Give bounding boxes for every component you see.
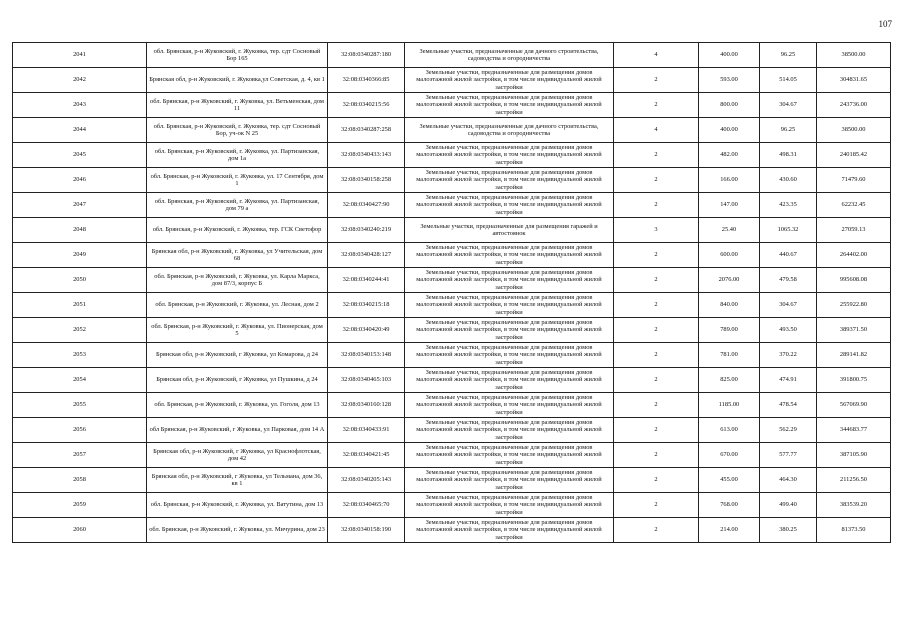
permitted-use-cell: Земельные участки, предназначенные для размещения домов малоэтажной жилой застройки, в том числе индивидуальной жилой застройки — [405, 443, 614, 468]
category-cell: 4 — [614, 118, 699, 143]
address-cell: обл. Брянская, р-н Жуковский, г. Жуковка, ул. Партизанская, дом 79 а — [147, 193, 328, 218]
cadastral-number-cell: 32:08:0340240:219 — [328, 218, 405, 243]
cadastral-number-cell: 32:08:0340427:90 — [328, 193, 405, 218]
area-cell: 400.00 — [699, 118, 760, 143]
unit-value-cell: 474.91 — [760, 368, 817, 393]
cadastral-number-cell: 32:08:0340433:91 — [328, 418, 405, 443]
category-cell: 4 — [614, 43, 699, 68]
address-cell: обл. Брянская, р-н Жуковский, г. Жуковка, ул. 17 Сентября, дом 1 — [147, 168, 328, 193]
cadastral-value-cell: 81373.50 — [817, 518, 891, 543]
address-cell: Брянская обл, р-н Жуковский, г Жуковка, ул Пушкина, д 24 — [147, 368, 328, 393]
address-cell: обл. Брянская, р-н Жуковский, г. Жуковка, ул. Карла Маркса, дом 87/3, корпус Б — [147, 268, 328, 293]
unit-value-cell: 96.25 — [760, 43, 817, 68]
cadastral-number-cell: 32:08:0340215:18 — [328, 293, 405, 318]
row-number: 2042 — [13, 68, 147, 93]
address-cell: обл. Брянская, р-н Жуковский, г. Жуковка, ул. Ветьменская, дом 11 — [147, 93, 328, 118]
table-row — [13, 118, 891, 143]
table-row — [13, 68, 891, 93]
cadastral-value-cell: 38500.00 — [817, 43, 891, 68]
table-row — [13, 268, 891, 293]
unit-value-cell: 514.05 — [760, 68, 817, 93]
area-cell: 768.00 — [699, 493, 760, 518]
cadastral-value-cell: 344683.77 — [817, 418, 891, 443]
table-row — [13, 318, 891, 343]
permitted-use-cell: Земельные участки, предназначенные для размещения домов малоэтажной жилой застройки, в том числе индивидуальной жилой застройки — [405, 468, 614, 493]
permitted-use-cell: Земельные участки, предназначенные для размещения домов малоэтажной жилой застройки, в том числе индивидуальной жилой застройки — [405, 193, 614, 218]
category-cell: 2 — [614, 443, 699, 468]
row-number: 2057 — [13, 443, 147, 468]
category-cell: 2 — [614, 93, 699, 118]
cadastral-value-cell: 211256.50 — [817, 468, 891, 493]
area-cell: 214.00 — [699, 518, 760, 543]
table-row — [13, 518, 891, 543]
unit-value-cell: 464.30 — [760, 468, 817, 493]
category-cell: 3 — [614, 218, 699, 243]
category-cell: 2 — [614, 393, 699, 418]
permitted-use-cell: Земельные участки, предназначенные для размещения гаражей и автостоянок — [405, 218, 614, 243]
row-number: 2045 — [13, 143, 147, 168]
area-cell: 147.00 — [699, 193, 760, 218]
category-cell: 2 — [614, 193, 699, 218]
page-number: 107 — [878, 19, 892, 29]
row-number: 2051 — [13, 293, 147, 318]
unit-value-cell: 1065.32 — [760, 218, 817, 243]
area-cell: 2076.00 — [699, 268, 760, 293]
area-cell: 789.00 — [699, 318, 760, 343]
table-row — [13, 218, 891, 243]
row-number: 2060 — [13, 518, 147, 543]
category-cell: 2 — [614, 368, 699, 393]
row-number: 2054 — [13, 368, 147, 393]
address-cell: Брянская обл, р-н Жуковский, г Жуковка, ул Тельмана, дом 36, кв 1 — [147, 468, 328, 493]
cadastral-number-cell: 32:08:0340215:56 — [328, 93, 405, 118]
row-number: 2056 — [13, 418, 147, 443]
address-cell: обл. Брянская, р-н Жуковский, г. Жуковка, тер. сдт Сосновый Бор, уч-ок N 25 — [147, 118, 328, 143]
cadastral-value-cell: 255922.80 — [817, 293, 891, 318]
cadastral-number-cell: 32:08:0340160:128 — [328, 393, 405, 418]
table-body — [13, 43, 891, 543]
cadastral-value-cell: 567069.90 — [817, 393, 891, 418]
area-cell: 25.40 — [699, 218, 760, 243]
area-cell: 613.00 — [699, 418, 760, 443]
category-cell: 2 — [614, 468, 699, 493]
address-cell: Брянская обл, р-н Жуковский, г Жуковка, ул Комарова, д 24 — [147, 343, 328, 368]
permitted-use-cell: Земельные участки, предназначенные для размещения домов малоэтажной жилой застройки, в том числе индивидуальной жилой застройки — [405, 493, 614, 518]
cadastral-number-cell: 32:08:0340244:41 — [328, 268, 405, 293]
row-number: 2052 — [13, 318, 147, 343]
unit-value-cell: 440.67 — [760, 243, 817, 268]
table-row — [13, 143, 891, 168]
cadastral-value-cell: 243736.00 — [817, 93, 891, 118]
table-row — [13, 193, 891, 218]
cadastral-value-cell: 38500.00 — [817, 118, 891, 143]
cadastral-value-cell: 389371.50 — [817, 318, 891, 343]
table-row — [13, 43, 891, 68]
category-cell: 2 — [614, 518, 699, 543]
address-cell: обл. Брянская, р-н Жуковский, г. Жуковка, тер. ГСК Светофор — [147, 218, 328, 243]
cadastral-number-cell: 32:08:0340420:49 — [328, 318, 405, 343]
area-cell: 455.00 — [699, 468, 760, 493]
unit-value-cell: 96.25 — [760, 118, 817, 143]
category-cell: 2 — [614, 243, 699, 268]
table-row — [13, 443, 891, 468]
permitted-use-cell: Земельные участки, предназначенные для размещения домов малоэтажной жилой застройки, в том числе индивидуальной жилой застройки — [405, 343, 614, 368]
category-cell: 2 — [614, 318, 699, 343]
cadastral-value-cell: 383539.20 — [817, 493, 891, 518]
area-cell: 825.00 — [699, 368, 760, 393]
category-cell: 2 — [614, 168, 699, 193]
area-cell: 781.00 — [699, 343, 760, 368]
cadastral-value-cell: 264402.00 — [817, 243, 891, 268]
address-cell: обл. Брянская, р-н Жуковский, г. Жуковка, ул. Пионерская, дом 5 — [147, 318, 328, 343]
category-cell: 2 — [614, 268, 699, 293]
cadastral-number-cell: 32:08:0340287:180 — [328, 43, 405, 68]
unit-value-cell: 577.77 — [760, 443, 817, 468]
table-row — [13, 93, 891, 118]
permitted-use-cell: Земельные участки, предназначенные для размещения домов малоэтажной жилой застройки, в том числе индивидуальной жилой застройки — [405, 418, 614, 443]
row-number: 2059 — [13, 493, 147, 518]
row-number: 2046 — [13, 168, 147, 193]
row-number: 2055 — [13, 393, 147, 418]
area-cell: 593.00 — [699, 68, 760, 93]
category-cell: 2 — [614, 493, 699, 518]
permitted-use-cell: Земельные участки, предназначенные для дачного строительства, садоводства и огородничества — [405, 118, 614, 143]
row-number: 2053 — [13, 343, 147, 368]
unit-value-cell: 479.58 — [760, 268, 817, 293]
unit-value-cell: 380.25 — [760, 518, 817, 543]
cadastral-registry-table — [12, 42, 891, 543]
area-cell: 1185.00 — [699, 393, 760, 418]
cadastral-number-cell: 32:08:0340366:85 — [328, 68, 405, 93]
address-cell: обл. Брянская, р-н Жуковский, г. Жуковка, ул. Гоголя, дом 13 — [147, 393, 328, 418]
row-number: 2048 — [13, 218, 147, 243]
category-cell: 2 — [614, 418, 699, 443]
cadastral-number-cell: 32:08:0340158:190 — [328, 518, 405, 543]
area-cell: 166.00 — [699, 168, 760, 193]
address-cell: обл. Брянская, р-н Жуковский, г. Жуковка, ул. Партизанская, дом 1а — [147, 143, 328, 168]
table-row — [13, 243, 891, 268]
table-row — [13, 368, 891, 393]
cadastral-number-cell: 32:08:0340158:258 — [328, 168, 405, 193]
permitted-use-cell: Земельные участки, предназначенные для размещения домов малоэтажной жилой застройки, в том числе индивидуальной жилой застройки — [405, 168, 614, 193]
cadastral-value-cell: 289141.82 — [817, 343, 891, 368]
row-number: 2041 — [13, 43, 147, 68]
category-cell: 2 — [614, 343, 699, 368]
row-number: 2044 — [13, 118, 147, 143]
unit-value-cell: 430.60 — [760, 168, 817, 193]
unit-value-cell: 562.29 — [760, 418, 817, 443]
address-cell: обл. Брянская, р-н Жуковский, г. Жуковка, тер. сдт Сосновый Бор 165 — [147, 43, 328, 68]
address-cell: обл. Брянская, р-н Жуковский, г. Жуковка, ул. Лесная, дом 2 — [147, 293, 328, 318]
cadastral-number-cell: 32:08:0340421:45 — [328, 443, 405, 468]
area-cell: 600.00 — [699, 243, 760, 268]
row-number: 2050 — [13, 268, 147, 293]
cadastral-number-cell: 32:08:0340153:148 — [328, 343, 405, 368]
category-cell: 2 — [614, 143, 699, 168]
cadastral-number-cell: 32:08:0340205:143 — [328, 468, 405, 493]
address-cell: Брянская обл, р-н Жуковский, г. Жуковка, ул Учительская, дом 68 — [147, 243, 328, 268]
area-cell: 670.00 — [699, 443, 760, 468]
unit-value-cell: 304.67 — [760, 93, 817, 118]
cadastral-value-cell: 304831.65 — [817, 68, 891, 93]
table-row — [13, 493, 891, 518]
cadastral-number-cell: 32:08:0340465:70 — [328, 493, 405, 518]
unit-value-cell: 370.22 — [760, 343, 817, 368]
cadastral-value-cell: 995608.08 — [817, 268, 891, 293]
permitted-use-cell: Земельные участки, предназначенные для размещения домов малоэтажной жилой застройки, в том числе индивидуальной жилой застройки — [405, 318, 614, 343]
permitted-use-cell: Земельные участки, предназначенные для размещения домов малоэтажной жилой застройки, в том числе индивидуальной жилой застройки — [405, 68, 614, 93]
permitted-use-cell: Земельные участки, предназначенные для размещения домов малоэтажной жилой застройки, в том числе индивидуальной жилой застройки — [405, 93, 614, 118]
unit-value-cell: 498.31 — [760, 143, 817, 168]
table-row — [13, 168, 891, 193]
cadastral-value-cell: 240185.42 — [817, 143, 891, 168]
table-row — [13, 468, 891, 493]
category-cell: 2 — [614, 68, 699, 93]
permitted-use-cell: Земельные участки, предназначенные для размещения домов малоэтажной жилой застройки, в том числе индивидуальной жилой застройки — [405, 243, 614, 268]
row-number: 2043 — [13, 93, 147, 118]
permitted-use-cell: Земельные участки, предназначенные для размещения домов малоэтажной жилой застройки, в том числе индивидуальной жилой застройки — [405, 518, 614, 543]
row-number: 2049 — [13, 243, 147, 268]
unit-value-cell: 478.54 — [760, 393, 817, 418]
address-cell: Брянская обл, р-н Жуковский, г. Жуковка,ул Советская, д. 4, кв 1 — [147, 68, 328, 93]
cadastral-number-cell: 32:08:0340465:103 — [328, 368, 405, 393]
permitted-use-cell: Земельные участки, предназначенные для размещения домов малоэтажной жилой застройки, в том числе индивидуальной жилой застройки — [405, 268, 614, 293]
cadastral-value-cell: 71479.60 — [817, 168, 891, 193]
permitted-use-cell: Земельные участки, предназначенные для размещения домов малоэтажной жилой застройки, в том числе индивидуальной жилой застройки — [405, 143, 614, 168]
permitted-use-cell: Земельные участки, предназначенные для размещения домов малоэтажной жилой застройки, в том числе индивидуальной жилой застройки — [405, 393, 614, 418]
unit-value-cell: 304.67 — [760, 293, 817, 318]
area-cell: 482.00 — [699, 143, 760, 168]
cadastral-value-cell: 391800.75 — [817, 368, 891, 393]
table-row — [13, 293, 891, 318]
table-row — [13, 343, 891, 368]
row-number: 2047 — [13, 193, 147, 218]
cadastral-number-cell: 32:08:0340287:258 — [328, 118, 405, 143]
area-cell: 400.00 — [699, 43, 760, 68]
cadastral-value-cell: 27059.13 — [817, 218, 891, 243]
address-cell: обл Брянская, р-н Жуковский, г Жуковка, ул Парковая, дом 14 А — [147, 418, 328, 443]
cadastral-number-cell: 32:08:0340428:127 — [328, 243, 405, 268]
cadastral-number-cell: 32:08:0340433:143 — [328, 143, 405, 168]
unit-value-cell: 493.50 — [760, 318, 817, 343]
table-row — [13, 418, 891, 443]
permitted-use-cell: Земельные участки, предназначенные для дачного строительства, садоводства и огородничества — [405, 43, 614, 68]
cadastral-value-cell: 387105.90 — [817, 443, 891, 468]
address-cell: обл. Брянская, р-н Жуковский, г. Жуковка, ул. Мичурина, дом 23 — [147, 518, 328, 543]
category-cell: 2 — [614, 293, 699, 318]
address-cell: обл. Брянская, р-н Жуковский, г. Жуковка, ул. Ватутина, дом 13 — [147, 493, 328, 518]
unit-value-cell: 499.40 — [760, 493, 817, 518]
cadastral-value-cell: 62232.45 — [817, 193, 891, 218]
permitted-use-cell: Земельные участки, предназначенные для размещения домов малоэтажной жилой застройки, в том числе индивидуальной жилой застройки — [405, 293, 614, 318]
area-cell: 800.00 — [699, 93, 760, 118]
table-row — [13, 393, 891, 418]
address-cell: Брянская обл, р-н Жуковский, г Жуковка, ул Краснофлотская, дом 42 — [147, 443, 328, 468]
area-cell: 840.00 — [699, 293, 760, 318]
permitted-use-cell: Земельные участки, предназначенные для размещения домов малоэтажной жилой застройки, в том числе индивидуальной жилой застройки — [405, 368, 614, 393]
unit-value-cell: 423.35 — [760, 193, 817, 218]
row-number: 2058 — [13, 468, 147, 493]
